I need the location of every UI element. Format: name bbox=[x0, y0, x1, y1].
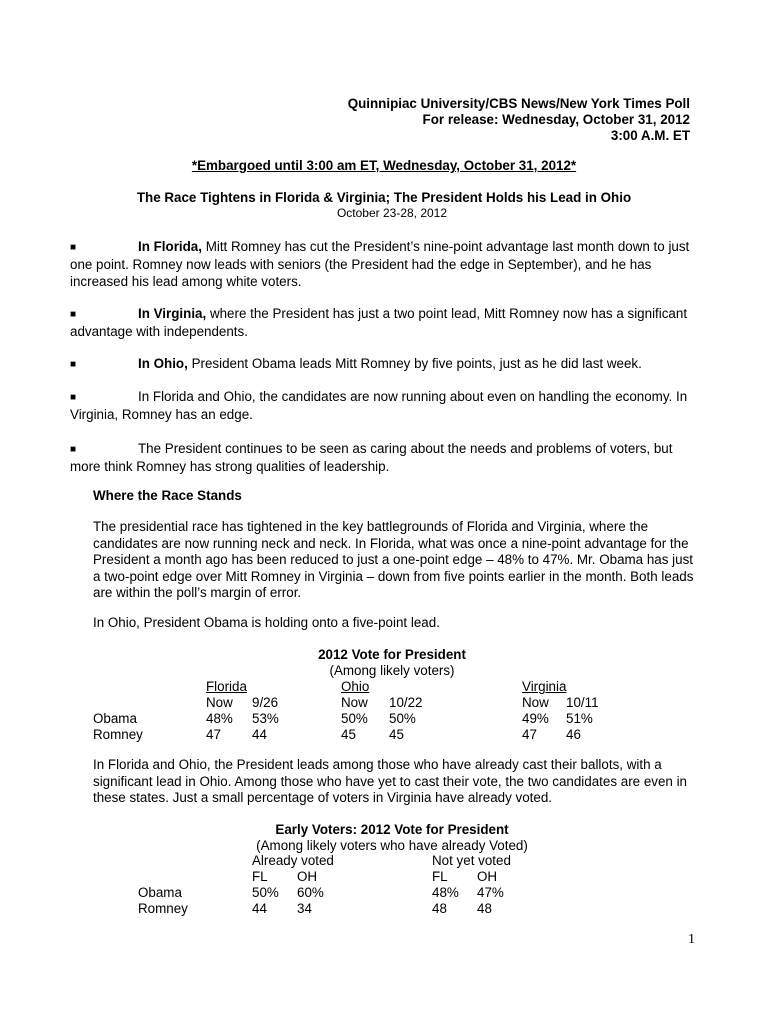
table-subtitle: (Among likely voters who have already Voted) bbox=[256, 838, 528, 853]
table-cell: 53% bbox=[252, 711, 279, 726]
row-label: Obama bbox=[93, 711, 137, 726]
table-cell: 47% bbox=[477, 885, 504, 900]
survey-dates: October 23-28, 2012 bbox=[336, 206, 448, 220]
release-time: 3:00 A.M. ET bbox=[610, 128, 690, 143]
table-cell: 50% bbox=[341, 711, 368, 726]
bullet-text: Mitt Romney has cut the President’s nine-point advantage last month down to just one point. Romney now leads with seniors (the President had the edge in September), and he has increased his lead among white voters. bbox=[70, 239, 690, 289]
column-header: 9/26 bbox=[252, 695, 279, 710]
table-cell: 34 bbox=[297, 901, 312, 916]
bullet-icon: ■ bbox=[70, 242, 77, 253]
bullet-lead: In Virginia, bbox=[138, 306, 207, 321]
column-header: FL bbox=[432, 869, 448, 884]
table-title: Early Voters: 2012 Vote for President bbox=[275, 822, 509, 837]
table-cell: 60% bbox=[297, 885, 324, 900]
body-paragraph: The presidential race has tightened in the key battlegrounds of Florida and Virginia, where the candidates are now running neck and neck. In Florida, what was once a nine-point advantage for the President a month ago has been reduced to just a one-point edge – 48% to 47%. Mr. Obama has just a two-point edge over Mitt Romney in Virginia – down from five points earlier in the month. Both leads are within the poll’s margin of error. bbox=[93, 519, 694, 600]
bullet-icon: ■ bbox=[70, 444, 77, 455]
table-cell: 51% bbox=[566, 711, 593, 726]
row-label: Romney bbox=[138, 901, 188, 916]
state-header-ohio: Ohio bbox=[341, 679, 370, 694]
group-header: Not yet voted bbox=[432, 853, 511, 868]
state-header-florida: Florida bbox=[206, 679, 247, 694]
row-label: Romney bbox=[93, 727, 143, 742]
bullet-lead: In Florida, bbox=[138, 239, 202, 254]
column-header: Now bbox=[522, 695, 549, 710]
table-cell: 49% bbox=[522, 711, 549, 726]
row-label: Obama bbox=[138, 885, 182, 900]
column-header: FL bbox=[252, 869, 268, 884]
bullet-icon: ■ bbox=[70, 392, 77, 403]
column-header: Now bbox=[206, 695, 233, 710]
group-header: Already voted bbox=[252, 853, 334, 868]
bullet-item bbox=[70, 305, 702, 340]
column-header: 10/11 bbox=[566, 695, 599, 710]
bullet-item bbox=[70, 238, 702, 290]
page-number: 1 bbox=[688, 932, 695, 947]
embargo-notice: *Embargoed until 3:00 am ET, Wednesday, October 31, 2012* bbox=[191, 158, 577, 173]
table-cell: 48% bbox=[206, 711, 233, 726]
table-subtitle: (Among likely voters) bbox=[329, 663, 455, 678]
bullet-text: President Obama leads Mitt Romney by five points, just as he did last week. bbox=[187, 356, 642, 371]
section-title: Where the Race Stands bbox=[93, 488, 242, 503]
bullet-item bbox=[70, 355, 702, 373]
table-cell: 47 bbox=[206, 727, 221, 742]
bullet-item bbox=[70, 388, 702, 423]
state-header-virginia: Virginia bbox=[522, 679, 567, 694]
table-cell: 50% bbox=[389, 711, 416, 726]
table-cell: 44 bbox=[252, 901, 267, 916]
column-header: OH bbox=[477, 869, 498, 884]
body-paragraph: In Florida and Ohio, the President leads among those who have already cast their ballots, with a significant lead in Ohio. Among those who have yet to cast their vote, the two candidates are even in these states. Just a small percentage of voters in Virginia have already voted. bbox=[93, 757, 688, 805]
table-cell: 48 bbox=[432, 901, 447, 916]
table-cell: 48% bbox=[432, 885, 459, 900]
bullet-text: In Florida and Ohio, the candidates are now running about even on handling the economy. In Virginia, Romney has an edge. bbox=[70, 389, 688, 422]
bullet-text: The President continues to be seen as caring about the needs and problems of voters, but more think Romney has strong qualities of leadership. bbox=[70, 441, 673, 474]
bullet-lead: In Ohio, bbox=[138, 356, 188, 371]
table-cell: 46 bbox=[566, 727, 581, 742]
bullet-text: where the President has just a two point lead, Mitt Romney now has a significant advantage with independents. bbox=[70, 306, 688, 339]
table-cell: 44 bbox=[252, 727, 267, 742]
table-cell: 45 bbox=[341, 727, 356, 742]
table-title: 2012 Vote for President bbox=[318, 647, 466, 662]
column-header: Now bbox=[341, 695, 368, 710]
bullet-icon: ■ bbox=[70, 309, 77, 320]
table-cell: 47 bbox=[522, 727, 537, 742]
body-paragraph: In Ohio, President Obama is holding onto a five-point lead. bbox=[93, 615, 440, 630]
table-cell: 45 bbox=[389, 727, 404, 742]
poll-name: Quinnipiac University/CBS News/New York Times Poll bbox=[347, 96, 690, 111]
bullet-icon: ■ bbox=[70, 359, 77, 370]
bullet-item bbox=[70, 440, 702, 475]
column-header: 10/22 bbox=[389, 695, 423, 710]
column-header: OH bbox=[297, 869, 318, 884]
table-cell: 48 bbox=[477, 901, 492, 916]
headline: The Race Tightens in Florida & Virginia; The President Holds his Lead in Ohio bbox=[136, 190, 632, 205]
table-cell: 50% bbox=[252, 885, 279, 900]
release-date: For release: Wednesday, October 31, 2012 bbox=[422, 112, 690, 127]
